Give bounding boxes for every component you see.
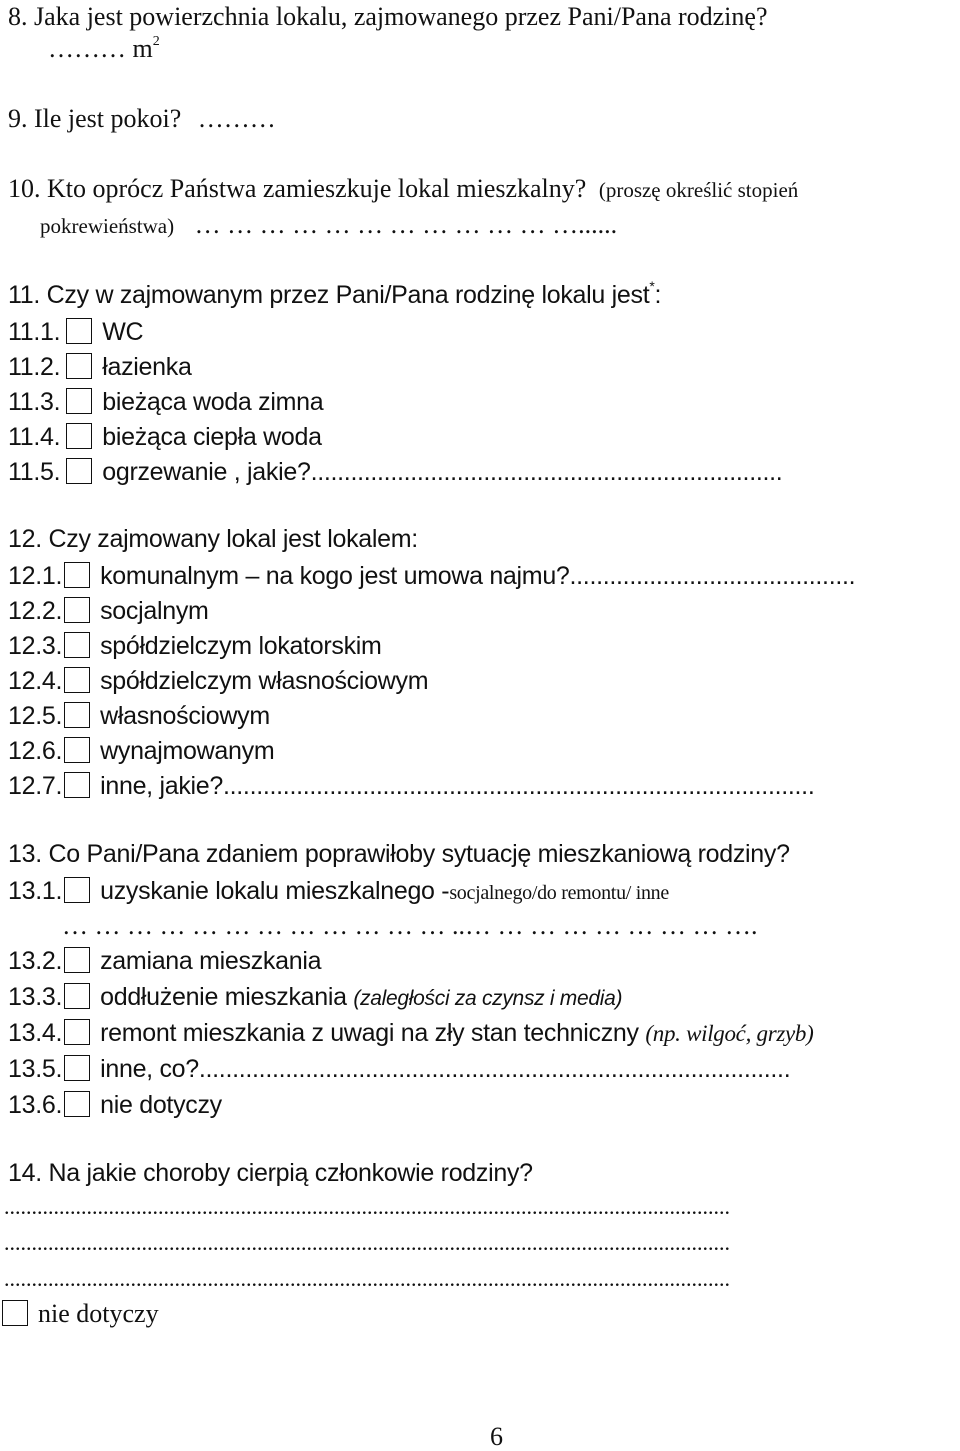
q8-label: 8. Jaka jest powierzchnia lokalu, zajmowanego przez Pani/Pana rodzinę? (8, 2, 768, 31)
q12-item-text: spółdzielczym lokatorskim (100, 632, 382, 660)
q11-item-num: 11.5. (8, 458, 61, 486)
q13-item-num: 13.1. (8, 877, 63, 905)
q9-label: 9. Ile jest pokoi? (8, 104, 182, 133)
q13-label: 13. Co Pani/Pana zdaniem poprawiłoby sytuację mieszkaniową rodziny? (8, 840, 790, 868)
q14-option-text: nie dotyczy (38, 1299, 159, 1328)
q12-item (8, 772, 814, 799)
q11-item (8, 423, 322, 450)
q10-row (8, 176, 798, 202)
q12-item-text: własnościowym (100, 702, 270, 730)
q11-item-text: WC (102, 318, 144, 346)
checkbox[interactable] (64, 702, 90, 728)
q13-item-num: 13.2. (8, 947, 63, 975)
q10-answer[interactable]: … … … … … … … … … … … …...... (194, 210, 618, 239)
checkbox[interactable] (64, 983, 90, 1009)
checkbox[interactable] (64, 1091, 90, 1117)
q11-item-num: 11.4. (8, 423, 61, 451)
q12-label: 12. Czy zajmowany lokal jest lokalem: (8, 525, 418, 553)
q10-label: 10. Kto oprócz Państwa zamieszkuje lokal mieszkalny? (8, 174, 587, 203)
q12-item-text: socjalnym (100, 597, 209, 625)
q12-item-num: 12.3. (8, 632, 63, 660)
q13-item-note: (np. wilgoć, grzyb) (645, 1021, 814, 1046)
q11-sup: * (649, 278, 655, 294)
q11-item-text: łazienka (102, 353, 192, 381)
q11-item (8, 388, 323, 415)
q13-item (8, 1055, 790, 1082)
q14-option (0, 1300, 159, 1327)
q11-heading (8, 278, 662, 309)
q11-item (8, 353, 192, 380)
q11-label: 11. Czy w zajmowanym przez Pani/Pana rodzinę lokalu jest (8, 281, 650, 309)
q13-item (8, 1091, 222, 1118)
checkbox[interactable] (64, 1019, 90, 1045)
q11-item-num: 11.1. (8, 318, 61, 346)
q12-item-num: 12.2. (8, 597, 63, 625)
checkbox[interactable] (2, 1300, 28, 1326)
q13-item-text: nie dotyczy (100, 1091, 222, 1119)
checkbox[interactable] (64, 562, 90, 588)
q13-item (8, 877, 669, 904)
q13-item-text: zamiana mieszkania (100, 947, 322, 975)
checkbox[interactable] (64, 947, 90, 973)
q11-item-num: 11.2. (8, 353, 61, 381)
checkbox[interactable] (64, 667, 90, 693)
q13-blank-line[interactable]: … … … … … … … … … … … … ..… … … … … … … … …. (62, 911, 758, 940)
checkbox[interactable] (64, 877, 90, 903)
checkbox[interactable] (64, 772, 90, 798)
q14-answer-line[interactable]: .................................................................................................................................... (4, 1232, 730, 1254)
q12-item-num: 12.1. (8, 562, 63, 590)
q11-item-text: ogrzewanie , jakie?....................................................................... (102, 458, 783, 486)
q13-item-note: (zaległości za czynsz i media) (353, 987, 623, 1010)
q12-item-num: 12.5. (8, 702, 63, 730)
q13-item-num: 13.3. (8, 983, 63, 1011)
q13-item-num: 13.4. (8, 1019, 63, 1047)
q13-item-text: uzyskanie lokalu mieszkalnego - (100, 877, 450, 905)
checkbox[interactable] (64, 597, 90, 623)
q8-answer-field[interactable] (48, 36, 160, 62)
q14-answer-line[interactable]: .................................................................................................................................... (4, 1268, 730, 1290)
page-number: 6 (490, 1422, 503, 1451)
q10-row2 (40, 212, 617, 238)
q14-label: 14. Na jakie choroby cierpią członkowie rodziny? (8, 1159, 533, 1187)
q12-item-num: 12.4. (8, 667, 63, 695)
q11-item (8, 458, 782, 485)
q12-item-text: komunalnym – na kogo jest umowa najmu?........................................... (100, 562, 856, 590)
q9-row (8, 106, 276, 132)
q13-item-num: 13.6. (8, 1091, 63, 1119)
q13-item-num: 13.5. (8, 1055, 63, 1083)
checkbox[interactable] (66, 423, 92, 449)
q13-item-note: socjalnego/do remontu/ inne (449, 882, 669, 904)
q11-item-text: bieżąca ciepła woda (102, 423, 322, 451)
checkbox[interactable] (66, 318, 92, 344)
checkbox[interactable] (66, 388, 92, 414)
q12-item (8, 632, 382, 659)
q12-item (8, 667, 428, 694)
q11-item-text: bieżąca woda zimna (102, 388, 324, 416)
q12-item-text: inne, jakie?......................................................................................... (100, 772, 815, 800)
q13-item-text: remont mieszkania z uwagi na zły stan techniczny (100, 1019, 639, 1047)
q12-item (8, 597, 209, 624)
q13-item (8, 947, 321, 974)
checkbox[interactable] (64, 632, 90, 658)
checkbox[interactable] (66, 353, 92, 379)
checkbox[interactable] (66, 458, 92, 484)
q12-item-text: spółdzielczym własnościowym (100, 667, 429, 695)
q11-item-num: 11.3. (8, 388, 61, 416)
q11-colon: : (654, 281, 662, 309)
q13-item-text: oddłużenie mieszkania (100, 983, 347, 1011)
q8-answer: ……… m (48, 34, 153, 63)
q13-item (8, 1019, 813, 1046)
q11-item (8, 318, 143, 345)
checkbox[interactable] (64, 1055, 90, 1081)
q8-unit-sup: 2 (152, 34, 160, 49)
q13-item-text: inne, co?......................................................................................... (100, 1055, 791, 1083)
q12-item (8, 562, 855, 589)
q10-note: (proszę określić stopień (598, 178, 799, 202)
q12-item-num: 12.7. (8, 772, 63, 800)
q12-item (8, 702, 270, 729)
q10-note2: pokrewieństwa) (40, 214, 175, 238)
checkbox[interactable] (64, 737, 90, 763)
q12-item-num: 12.6. (8, 737, 63, 765)
q14-answer-line[interactable]: .................................................................................................................................... (4, 1196, 730, 1218)
q13-item (8, 983, 622, 1010)
q12-item-text: wynajmowanym (100, 737, 275, 765)
q9-answer[interactable]: ……… (197, 104, 276, 133)
q12-item (8, 737, 274, 764)
